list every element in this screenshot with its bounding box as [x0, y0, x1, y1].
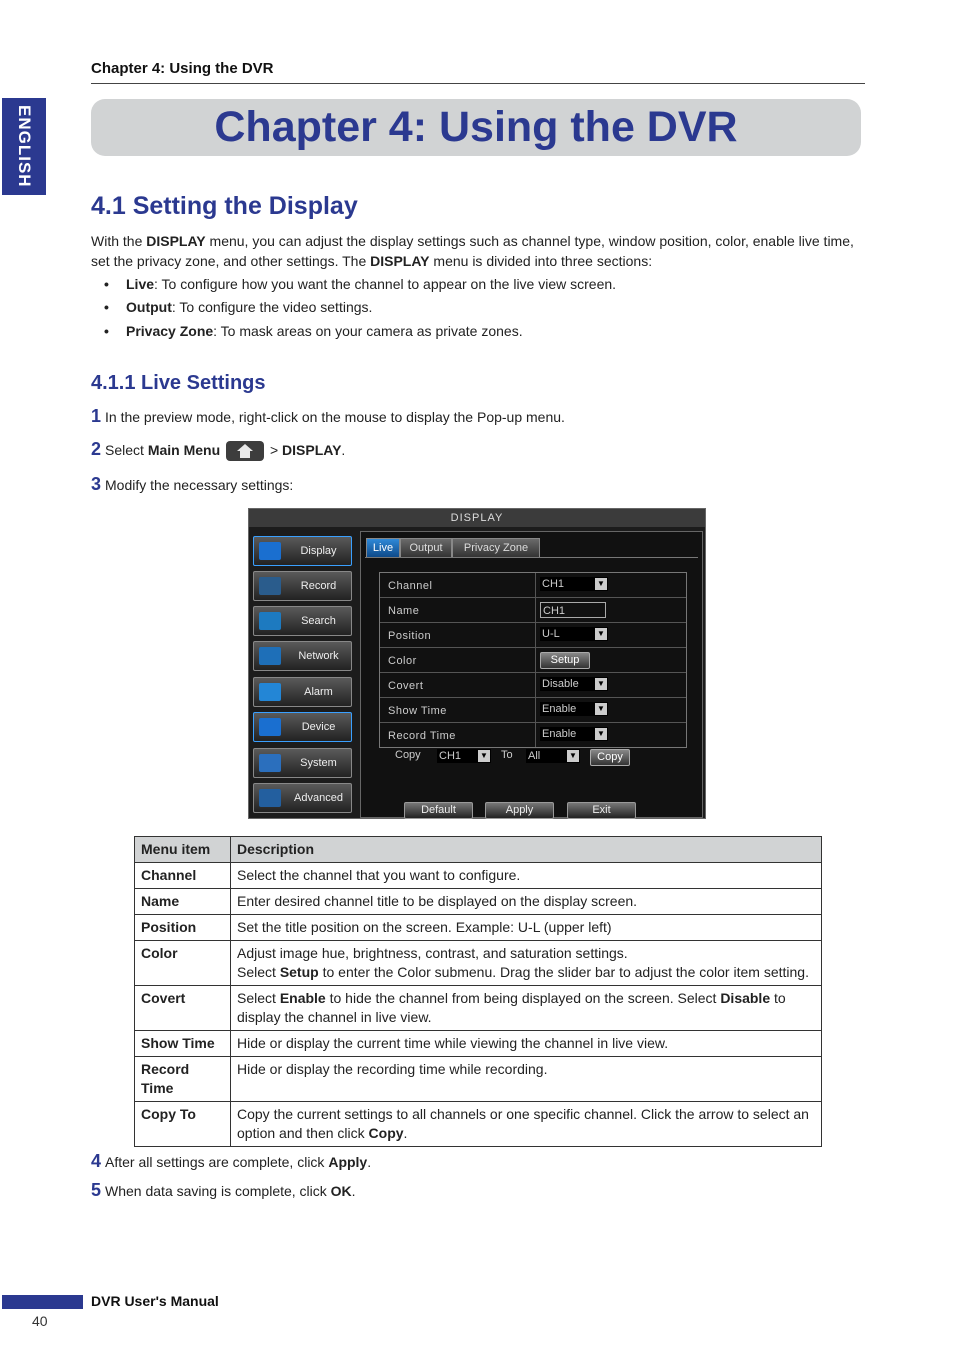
- column-header: Menu item: [135, 837, 231, 863]
- alarm-icon: [259, 683, 281, 701]
- film-icon: [259, 577, 281, 595]
- copy-to-label: To: [501, 749, 513, 761]
- intro-text: menu is divided into three sections:: [429, 252, 653, 269]
- dvr-menu-alarm[interactable]: [253, 677, 352, 707]
- select-value: U-L: [542, 628, 560, 640]
- gear-icon: [259, 754, 281, 772]
- menu-item-cell: Color: [135, 941, 231, 986]
- menu-item-cell: Position: [135, 915, 231, 941]
- menu-item-cell: Channel: [135, 863, 231, 889]
- description-cell: Set the title position on the screen. Example: U-L (upper left): [231, 915, 822, 941]
- setting-row-color: [380, 648, 686, 673]
- chevron-down-icon: ▼: [567, 750, 579, 762]
- chevron-down-icon: ▼: [478, 750, 490, 762]
- menu-description-table: [134, 836, 822, 1147]
- running-header: Chapter 4: Using the DVR: [91, 60, 274, 77]
- setting-row-record-time: [380, 723, 686, 747]
- setting-row-covert: [380, 673, 686, 698]
- description-text: Select: [237, 964, 280, 980]
- table-row: [135, 1102, 822, 1147]
- select-value: CH1: [542, 578, 565, 590]
- step-number: 2: [91, 439, 102, 459]
- tab-live[interactable]: Live: [366, 538, 400, 557]
- dvr-display-screenshot: [248, 508, 706, 819]
- menu-item-cell: Covert: [135, 986, 231, 1031]
- description-text: to enter the Color submenu. Drag the slider bar to adjust the color item setting.: [318, 964, 809, 980]
- table-row: [135, 889, 822, 915]
- select-value: All: [528, 750, 541, 762]
- dvr-menu-label: Alarm: [304, 686, 333, 698]
- table-row: [135, 941, 822, 986]
- step-number: 5: [91, 1180, 102, 1200]
- description-bold: Copy: [368, 1125, 404, 1141]
- step-number: 3: [91, 474, 102, 494]
- dvr-menu-advanced[interactable]: [253, 783, 352, 813]
- step-number: 1: [91, 406, 102, 426]
- chapter-title: Chapter 4: Using the DVR: [214, 103, 738, 151]
- bullet-item: • Output: To configure the video settings.: [104, 299, 373, 315]
- copy-button[interactable]: Copy: [590, 749, 630, 766]
- color-setup-button[interactable]: Setup: [540, 652, 590, 669]
- step-text: Modify the necessary settings:: [105, 477, 294, 493]
- table-row: [135, 863, 822, 889]
- description-text: .: [403, 1125, 408, 1141]
- show-time-select[interactable]: [540, 702, 608, 716]
- dvr-menu-label: Record: [300, 580, 337, 592]
- default-button[interactable]: Default: [404, 802, 473, 819]
- dvr-menu-label: Device: [301, 721, 336, 733]
- description-cell: [231, 1102, 822, 1147]
- dvr-menu-display[interactable]: [253, 536, 352, 566]
- copy-row: [395, 749, 421, 761]
- select-value: Enable: [542, 703, 577, 715]
- bullet-item: • Live: To configure how you want the channel to appear on the live view screen.: [104, 276, 617, 292]
- description-bold: Disable: [720, 990, 771, 1006]
- chevron-down-icon: ▼: [595, 728, 607, 740]
- device-icon: [259, 718, 281, 736]
- step-number: 4: [91, 1151, 102, 1171]
- column-header: Description: [231, 837, 822, 863]
- description-cell: Hide or display the recording time while recording.: [231, 1057, 822, 1102]
- select-value: Disable: [542, 678, 579, 690]
- footer-title: DVR User's Manual: [91, 1293, 219, 1309]
- intro-text: menu, you can adjust the display settings such as channel type, window position, color, enable live time, set the privacy zone, and other settings. The: [91, 233, 854, 269]
- copy-label: Copy: [395, 749, 421, 761]
- step-5: [91, 1180, 356, 1201]
- description-text: to display the channel in live view.: [237, 990, 786, 1025]
- live-settings-grid: [379, 572, 687, 748]
- intro-text: With the: [91, 233, 147, 249]
- subsection-title: 4.1.1 Live Settings: [91, 372, 266, 394]
- bullet-text: : To mask areas on your camera as private zones.: [213, 323, 523, 339]
- dvr-menu-label: Display: [300, 545, 337, 557]
- dvr-menu-label: Search: [301, 615, 336, 627]
- chevron-down-icon: ▼: [595, 628, 607, 640]
- tab-output[interactable]: Output: [400, 538, 452, 557]
- setting-label: Covert: [388, 680, 424, 692]
- setting-label: Record Time: [388, 730, 456, 742]
- menu-item-cell: Name: [135, 889, 231, 915]
- step-bold: Apply: [328, 1154, 368, 1170]
- dvr-menu-system[interactable]: [253, 748, 352, 778]
- chevron-down-icon: ▼: [595, 678, 607, 690]
- bullet-text: : To configure the video settings.: [171, 299, 373, 315]
- step-text: When data saving is complete, click: [105, 1183, 331, 1199]
- dvr-title-bar: DISPLAY: [249, 509, 705, 527]
- bullet-term: Output: [126, 299, 172, 315]
- table-row: [135, 986, 822, 1031]
- step-2: [91, 439, 345, 461]
- description-bold: Setup: [279, 964, 319, 980]
- description-cell: Hide or display the current time while viewing the channel in live view.: [231, 1031, 822, 1057]
- dvr-menu-search[interactable]: [253, 606, 352, 636]
- magnifier-icon: [259, 612, 281, 630]
- description-cell: Enter desired channel title to be displayed on the display screen.: [231, 889, 822, 915]
- header-rule: [91, 83, 865, 84]
- step-3: [91, 474, 293, 495]
- step-text: .: [367, 1154, 372, 1170]
- step-text: >: [266, 442, 283, 458]
- language-tab: ENGLISH: [2, 98, 46, 195]
- step-bold: Main Menu: [147, 442, 221, 458]
- section-intro: [91, 232, 861, 271]
- step-text: Select: [105, 442, 148, 458]
- setting-label: Show Time: [388, 705, 447, 717]
- description-cell: [231, 986, 822, 1031]
- setting-row-show-time: [380, 698, 686, 723]
- dvr-menu-label: System: [300, 757, 337, 769]
- step-text: In the preview mode, right-click on the mouse to display the Pop-up menu.: [105, 409, 565, 425]
- dvr-menu-device[interactable]: [253, 712, 352, 742]
- bullet-text: : To configure how you want the channel to appear on the live view screen.: [154, 276, 617, 292]
- setting-label: Position: [388, 630, 432, 642]
- step-1: [91, 406, 565, 427]
- page-number: 40: [32, 1313, 48, 1329]
- description-text: Select: [237, 990, 280, 1006]
- globe-icon: [259, 647, 281, 665]
- bullet-item: • Privacy Zone: To mask areas on your camera as private zones.: [104, 323, 523, 339]
- record-time-select[interactable]: [540, 727, 608, 741]
- setting-label: Channel: [388, 580, 433, 592]
- description-cell: Select the channel that you want to configure.: [231, 863, 822, 889]
- name-input[interactable]: CH1: [540, 602, 606, 618]
- dvr-settings-panel: [360, 531, 703, 818]
- channel-select[interactable]: [540, 577, 608, 591]
- table-row: [135, 1057, 822, 1102]
- chapter-banner: [91, 99, 861, 156]
- setting-label: Color: [388, 655, 417, 667]
- main-menu-home-icon: [226, 441, 264, 461]
- description-cell: [231, 941, 822, 986]
- description-text: to hide the channel from being displayed on the screen. Select: [325, 990, 721, 1006]
- intro-bold: DISPLAY: [370, 252, 430, 269]
- step-text: .: [341, 442, 346, 458]
- table-row: [135, 1031, 822, 1057]
- select-value: Enable: [542, 728, 577, 740]
- setting-label: Name: [388, 605, 420, 617]
- section-title: 4.1 Setting the Display: [91, 192, 358, 220]
- setting-row-channel: [380, 573, 686, 598]
- table-header-row: [135, 837, 822, 863]
- tab-divider: [365, 557, 698, 558]
- description-text: Adjust image hue, brightness, contrast, and saturation settings.: [237, 945, 628, 961]
- bullet-term: Privacy Zone: [126, 323, 214, 339]
- description-text: Copy the current settings to all channels or one specific channel. Click the arrow to select an option and then click: [237, 1106, 809, 1141]
- step-bold: DISPLAY: [282, 442, 342, 458]
- menu-item-cell: Record Time: [135, 1057, 231, 1102]
- tab-privacy-zone[interactable]: Privacy Zone: [452, 538, 540, 557]
- chevron-down-icon: ▼: [595, 578, 607, 590]
- exit-button[interactable]: Exit: [567, 802, 636, 819]
- select-value: CH1: [439, 750, 462, 762]
- position-select[interactable]: [540, 627, 608, 641]
- intro-bold: DISPLAY: [146, 233, 206, 249]
- chevron-down-icon: ▼: [595, 703, 607, 715]
- copy-to-select[interactable]: [526, 749, 580, 763]
- dvr-menu-label: Network: [298, 650, 339, 662]
- setting-row-name: [380, 598, 686, 623]
- table-row: [135, 915, 822, 941]
- menu-item-cell: Copy To: [135, 1102, 231, 1147]
- dvr-menu-network[interactable]: [253, 641, 352, 671]
- step-4: [91, 1151, 371, 1172]
- monitor-icon: [259, 542, 281, 560]
- copy-from-select[interactable]: [437, 749, 491, 763]
- covert-select[interactable]: [540, 677, 608, 691]
- menu-item-cell: Show Time: [135, 1031, 231, 1057]
- footer-accent-bar: [2, 1295, 83, 1309]
- step-bold: OK: [330, 1183, 352, 1199]
- bullet-term: Live: [126, 276, 155, 292]
- dvr-menu-label: Advanced: [294, 792, 343, 804]
- setting-row-position: [380, 623, 686, 648]
- wrench-icon: [259, 789, 281, 807]
- apply-button[interactable]: Apply: [485, 802, 554, 819]
- step-text: .: [351, 1183, 356, 1199]
- dvr-menu-record[interactable]: [253, 571, 352, 601]
- description-bold: Enable: [279, 990, 326, 1006]
- step-text: After all settings are complete, click: [105, 1154, 329, 1170]
